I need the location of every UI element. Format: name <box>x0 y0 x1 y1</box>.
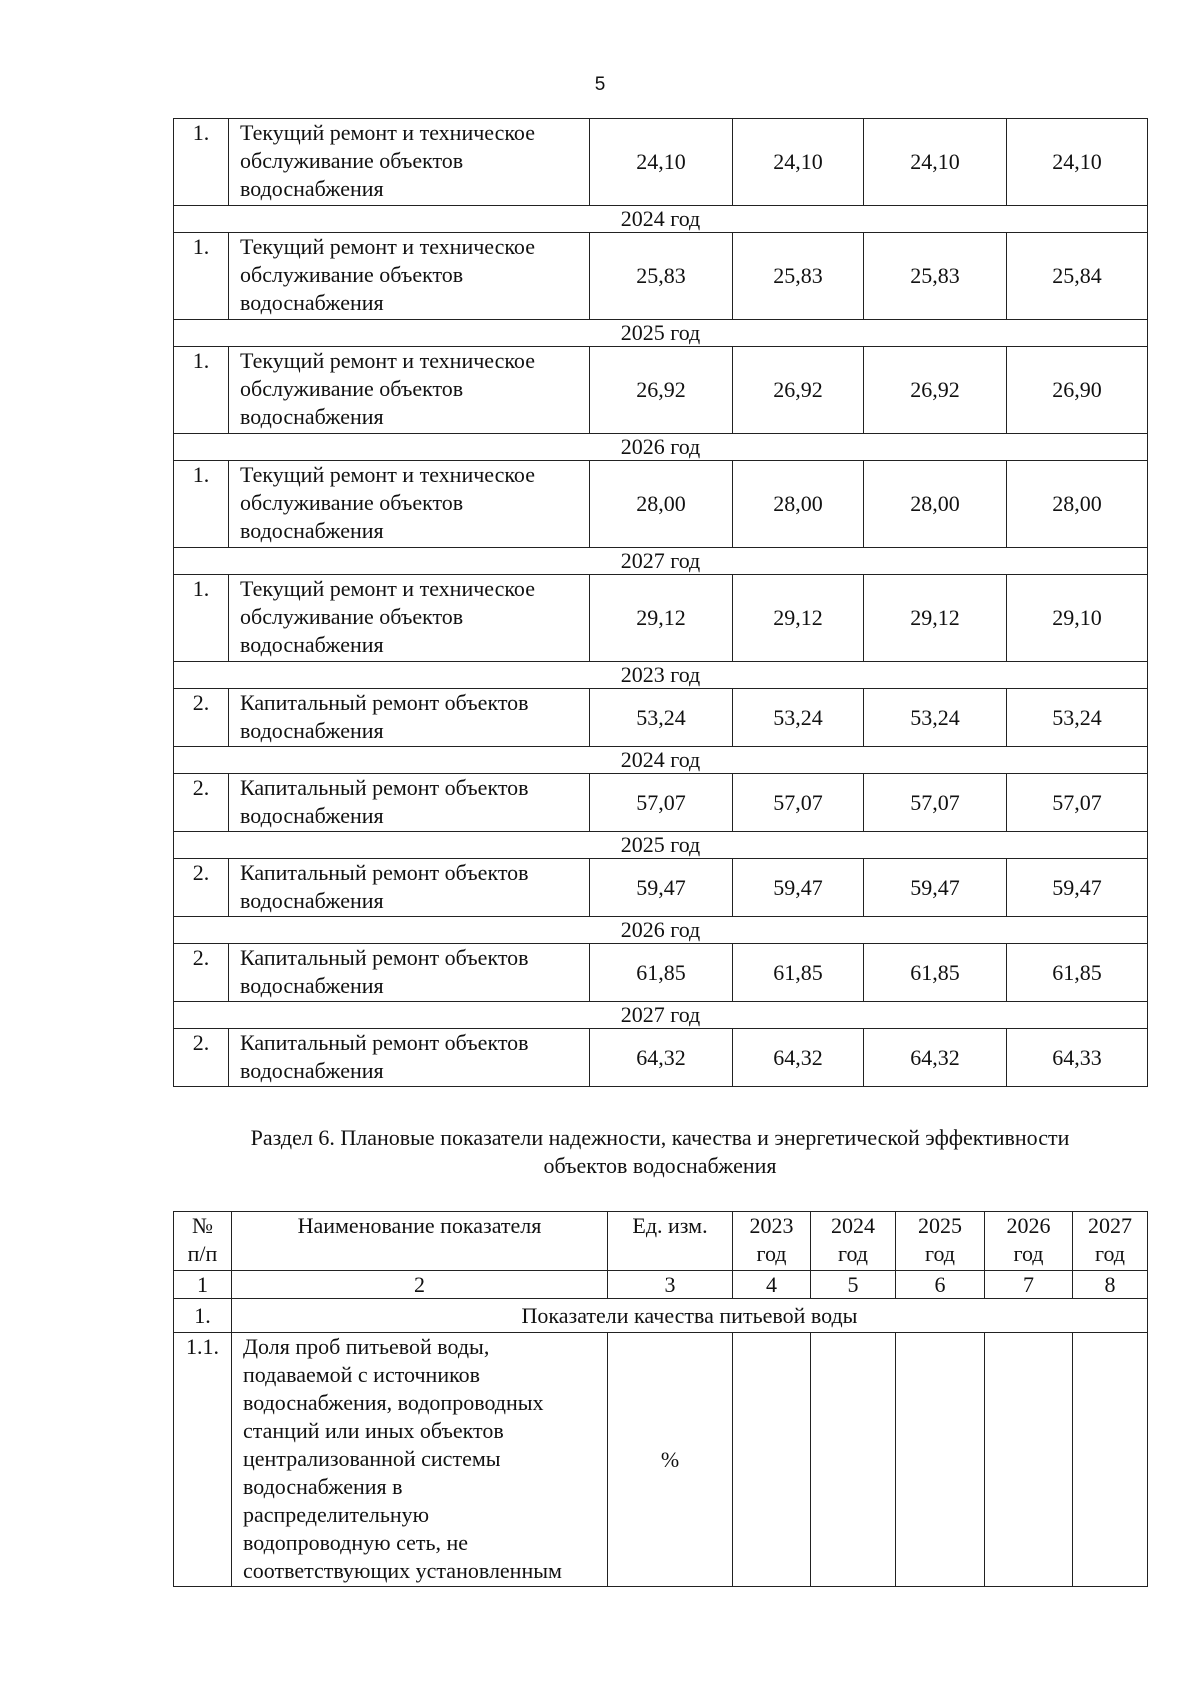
header-num-line-2: п/п <box>187 1241 218 1266</box>
indicators-table <box>173 1211 1148 1587</box>
indicator-name-line: подаваемой с источников <box>243 1362 481 1387</box>
table-row <box>174 859 1148 917</box>
table-row <box>174 774 1148 832</box>
header-year-suffix: год <box>756 1241 787 1266</box>
row-name: Капитальный ремонт объектов водоснабжения <box>229 859 590 917</box>
indicator-name-line: водоснабжения, водопроводных <box>243 1390 544 1415</box>
year-label: 2024 год <box>174 747 1148 774</box>
header-year-suffix: год <box>1094 1241 1126 1266</box>
header-year-suffix: год <box>837 1241 869 1266</box>
table-row <box>174 575 1148 662</box>
header-year-value: 2027 <box>1088 1213 1132 1238</box>
year-row <box>174 206 1148 233</box>
row-name: Текущий ремонт и техническое обслуживание объектов водоснабжения <box>229 347 590 434</box>
header-year-value: 2024 <box>831 1213 875 1238</box>
row-value: 57,07 <box>1007 774 1148 832</box>
row-value: 25,83 <box>864 233 1007 320</box>
header-year <box>896 1212 985 1271</box>
section-title-line-2: объектов водоснабжения <box>543 1153 777 1178</box>
page-number: 5 <box>594 74 606 95</box>
row-value: 25,83 <box>590 233 733 320</box>
row-value: 61,85 <box>1007 944 1148 1002</box>
year-label: 2027 год <box>174 548 1148 575</box>
table-header-row <box>174 1212 1148 1271</box>
indicator-name-line: водоснабжения в <box>243 1474 403 1499</box>
row-value: 24,10 <box>1007 119 1148 206</box>
row-name: Текущий ремонт и техническое обслуживание объектов водоснабжения <box>229 233 590 320</box>
section-title-line-1: Раздел 6. Плановые показатели надежности, качества и энергетической эффективности <box>250 1125 1070 1150</box>
column-number: 6 <box>896 1271 985 1299</box>
column-number: 5 <box>811 1271 896 1299</box>
indicator-value <box>985 1333 1073 1587</box>
row-value: 59,47 <box>590 859 733 917</box>
table-row <box>174 461 1148 548</box>
header-year <box>985 1212 1073 1271</box>
indicator-name-line: распределительную <box>243 1502 430 1527</box>
row-value: 28,00 <box>864 461 1007 548</box>
row-num: 1. <box>174 347 229 434</box>
row-value: 28,00 <box>1007 461 1148 548</box>
header-year-suffix: год <box>1013 1241 1044 1266</box>
year-label: 2025 год <box>174 320 1148 347</box>
indicator-value <box>1073 1333 1148 1587</box>
row-value: 26,90 <box>1007 347 1148 434</box>
header-year <box>733 1212 811 1271</box>
row-value: 24,10 <box>590 119 733 206</box>
row-num: 1. <box>174 461 229 548</box>
row-value: 29,12 <box>733 575 864 662</box>
year-label: 2023 год <box>174 662 1148 689</box>
year-label: 2027 год <box>174 1002 1148 1029</box>
row-value: 57,07 <box>733 774 864 832</box>
year-label: 2025 год <box>174 832 1148 859</box>
indicator-name-line: Доля проб питьевой воды, <box>243 1334 490 1359</box>
row-value: 29,12 <box>590 575 733 662</box>
row-num: 2. <box>174 689 229 747</box>
table-row <box>174 1333 1148 1587</box>
column-number: 7 <box>985 1271 1073 1299</box>
year-row <box>174 1002 1148 1029</box>
header-year-suffix: год <box>924 1241 956 1266</box>
column-number: 2 <box>232 1271 608 1299</box>
indicator-name-line: централизованной системы <box>243 1446 501 1471</box>
row-value: 64,32 <box>590 1029 733 1087</box>
header-year <box>811 1212 896 1271</box>
row-value: 25,83 <box>733 233 864 320</box>
row-num: 2. <box>174 944 229 1002</box>
row-value: 61,85 <box>864 944 1007 1002</box>
header-num-line-1: № <box>192 1213 213 1238</box>
row-value: 29,12 <box>864 575 1007 662</box>
row-value: 28,00 <box>733 461 864 548</box>
indicator-unit: % <box>608 1333 733 1587</box>
row-value: 59,47 <box>1007 859 1148 917</box>
indicator-name-line: водопроводную сеть, не <box>243 1530 469 1555</box>
year-row <box>174 434 1148 461</box>
year-row <box>174 832 1148 859</box>
year-label: 2026 год <box>174 917 1148 944</box>
row-value: 29,10 <box>1007 575 1148 662</box>
row-num: 2. <box>174 859 229 917</box>
indicator-value <box>733 1333 811 1587</box>
row-name: Текущий ремонт и техническое обслуживание объектов водоснабжения <box>229 575 590 662</box>
row-num: 1. <box>174 119 229 206</box>
indicator-name-line: соответствующих установленным <box>243 1558 562 1583</box>
column-number: 3 <box>608 1271 733 1299</box>
row-value: 53,24 <box>590 689 733 747</box>
row-num: 2. <box>174 774 229 832</box>
table-row <box>174 119 1148 206</box>
row-value: 61,85 <box>590 944 733 1002</box>
row-value: 57,07 <box>590 774 733 832</box>
table-row <box>174 347 1148 434</box>
row-num: 2. <box>174 1029 229 1087</box>
indicator-value <box>896 1333 985 1587</box>
row-value: 53,24 <box>733 689 864 747</box>
year-row <box>174 917 1148 944</box>
row-value: 26,92 <box>590 347 733 434</box>
table-row <box>174 1029 1148 1087</box>
indicator-name-line: станций или иных объектов <box>243 1418 504 1443</box>
header-year-value: 2026 <box>1006 1213 1051 1238</box>
row-value: 64,32 <box>733 1029 864 1087</box>
row-value: 24,10 <box>864 119 1007 206</box>
year-row <box>174 320 1148 347</box>
group-num: 1. <box>174 1299 232 1333</box>
row-value: 61,85 <box>733 944 864 1002</box>
table-row <box>174 689 1148 747</box>
row-value: 59,47 <box>864 859 1007 917</box>
row-value: 59,47 <box>733 859 864 917</box>
year-row <box>174 662 1148 689</box>
year-label: 2026 год <box>174 434 1148 461</box>
row-value: 53,24 <box>1007 689 1148 747</box>
table-row <box>174 233 1148 320</box>
column-number: 4 <box>733 1271 811 1299</box>
header-year-value: 2025 <box>918 1213 962 1238</box>
section-title <box>173 1124 1147 1180</box>
group-row <box>174 1299 1148 1333</box>
row-name: Капитальный ремонт объектов водоснабжения <box>229 689 590 747</box>
row-name: Текущий ремонт и техническое обслуживание объектов водоснабжения <box>229 461 590 548</box>
row-value: 24,10 <box>733 119 864 206</box>
row-name: Капитальный ремонт объектов водоснабжения <box>229 1029 590 1087</box>
indicator-value <box>811 1333 896 1587</box>
year-row <box>174 747 1148 774</box>
row-name: Капитальный ремонт объектов водоснабжения <box>229 944 590 1002</box>
column-number: 8 <box>1073 1271 1148 1299</box>
cost-table <box>173 118 1148 1087</box>
row-name: Текущий ремонт и техническое обслуживание объектов водоснабжения <box>229 119 590 206</box>
year-label: 2024 год <box>174 206 1148 233</box>
row-value: 26,92 <box>733 347 864 434</box>
header-year <box>1073 1212 1148 1271</box>
group-title: Показатели качества питьевой воды <box>232 1299 1148 1333</box>
header-num <box>174 1212 232 1271</box>
indicator-name <box>232 1333 608 1587</box>
table-row <box>174 944 1148 1002</box>
row-num: 1.1. <box>174 1333 232 1587</box>
row-name: Капитальный ремонт объектов водоснабжения <box>229 774 590 832</box>
row-value: 64,32 <box>864 1029 1007 1087</box>
row-value: 53,24 <box>864 689 1007 747</box>
row-value: 57,07 <box>864 774 1007 832</box>
row-value: 26,92 <box>864 347 1007 434</box>
row-num: 1. <box>174 575 229 662</box>
column-number-row <box>174 1271 1148 1299</box>
year-row <box>174 548 1148 575</box>
header-year-value: 2023 <box>749 1213 794 1238</box>
row-value: 64,33 <box>1007 1029 1148 1087</box>
header-name: Наименование показателя <box>232 1212 608 1271</box>
row-value: 28,00 <box>590 461 733 548</box>
row-value: 25,84 <box>1007 233 1148 320</box>
row-num: 1. <box>174 233 229 320</box>
header-unit: Ед. изм. <box>608 1212 733 1271</box>
column-number: 1 <box>174 1271 232 1299</box>
